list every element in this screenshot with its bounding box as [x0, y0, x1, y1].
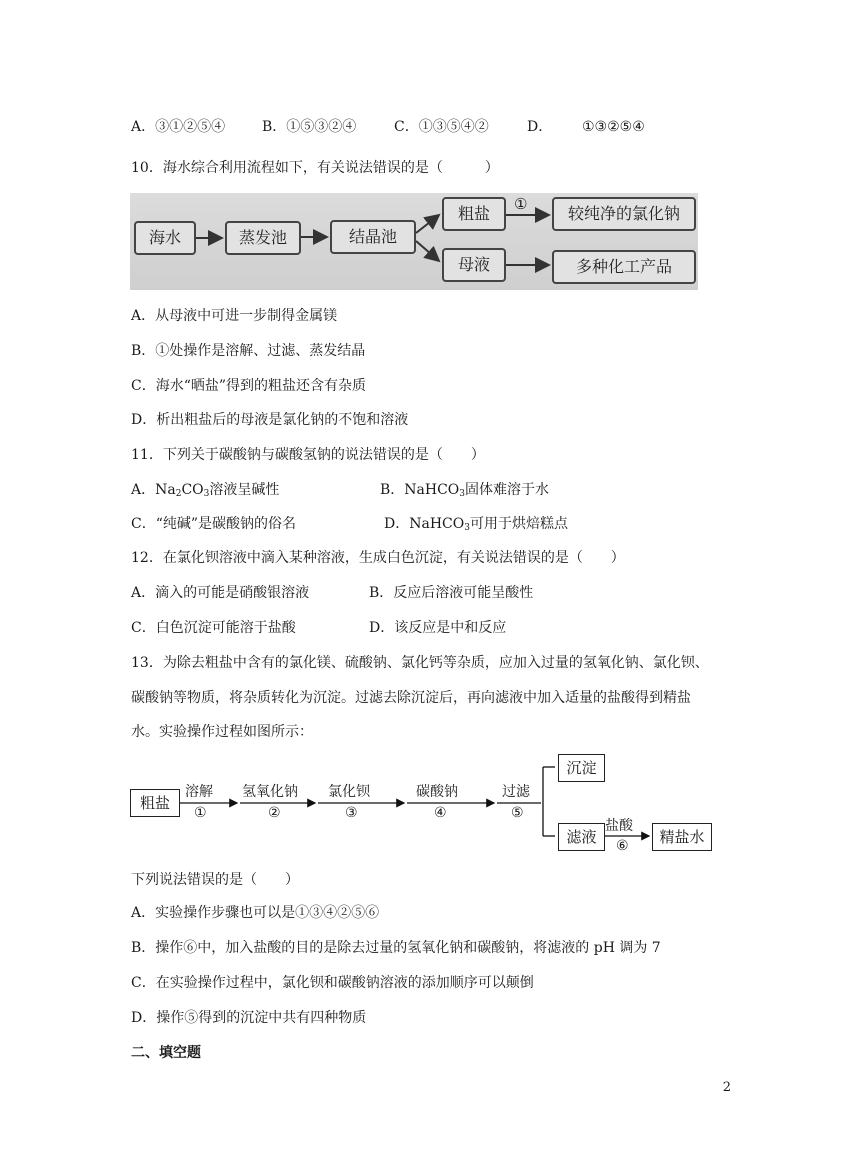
- q12-option-c: C．白色沉淀可能溶于盐酸: [131, 620, 296, 636]
- chart-brine: 精盐水: [652, 823, 712, 851]
- flow-crystallization-pond: 结晶池: [330, 220, 416, 254]
- chart-step-1: ①: [194, 805, 207, 821]
- q12-option-d: D．该反应是中和反应: [369, 620, 507, 636]
- flow-crude-salt: 粗盐: [442, 197, 506, 231]
- q13-option-a: A．实验操作步骤也可以是①③④②⑤⑥: [131, 905, 380, 921]
- chart-step-4: ④: [434, 805, 447, 821]
- q10-stem: 10．海水综合利用流程如下，有关说法错误的是（ ）: [131, 160, 499, 176]
- flow-purer-nacl: 较纯净的氯化钠: [552, 197, 696, 231]
- q11-option-b: B．NaHCO$_3$固体难溶于水: [380, 482, 550, 499]
- section-heading: 二、填空题: [131, 1045, 201, 1061]
- chart-naoh-label: 氢氧化钠: [242, 784, 298, 800]
- q12-stem: 12．在氯化钡溶液中滴入某种溶液，生成白色沉淀，有关说法错误的是（ ）: [131, 550, 625, 566]
- chart-na2co3-label: 碳酸钠: [416, 784, 458, 800]
- flow-chemical-products: 多种化工产品: [552, 250, 696, 284]
- chart-hcl-label: 盐酸: [605, 818, 633, 834]
- q13-stem-line-3: 水。实验操作过程如图所示：: [131, 724, 313, 740]
- flow-evaporation-pond: 蒸发池: [225, 221, 301, 255]
- q11-option-a: A．$Na_2CO_3$溶液呈碱性: [131, 482, 280, 499]
- q11-option-d: D．NaHCO$_3$可用于烘焙糕点: [384, 516, 568, 533]
- q12-option-a: A．滴入的可能是硝酸银溶液: [131, 585, 310, 601]
- q12-option-b: B．反应后溶液可能呈酸性: [369, 585, 534, 601]
- q13-option-b: B．操作⑥中，加入盐酸的目的是除去过量的氢氧化钠和碳酸钠，将滤液的 pH 调为 7: [131, 940, 661, 956]
- q10-option-c: C．海水“晒盐”得到的粗盐还含有杂质: [131, 378, 367, 394]
- q9-option-a: A．③①②⑤④: [131, 119, 226, 135]
- chart-dissolve-label: 溶解: [185, 784, 213, 800]
- q9-option-d: D．: [527, 119, 553, 135]
- flow-step-one-label: ①: [514, 195, 528, 213]
- q9-option-c: C．①③⑤④②: [394, 119, 489, 135]
- q13-prompt: 下列说法错误的是（ ）: [131, 872, 299, 888]
- q13-option-d: D．操作⑤得到的沉淀中共有四种物质: [131, 1010, 367, 1026]
- q13-option-c: C．在实验操作过程中，氯化钡和碳酸钠溶液的添加顺序可以颠倒: [131, 975, 534, 991]
- chart-precipitate: 沉淀: [558, 754, 605, 782]
- q9-option-d-value: ①③②⑤④: [582, 119, 645, 135]
- chart-step-5: ⑤: [511, 805, 524, 821]
- q11-option-c: C．“纯碱”是碳酸钠的俗名: [131, 516, 297, 532]
- q9-option-b: B．①⑤③②④: [262, 119, 357, 135]
- page-number: 2: [722, 1080, 731, 1095]
- flow-seawater: 海水: [134, 221, 196, 255]
- q13-stem-line-1: 13．为除去粗盐中含有的氯化镁、硫酸钠、氯化钙等杂质，应加入过量的氢氧化钠、氯化钡、: [131, 655, 709, 671]
- q10-option-a: A．从母液中可进一步制得金属镁: [131, 308, 338, 324]
- q10-option-b: B．①处操作是溶解、过滤、蒸发结晶: [131, 343, 366, 359]
- chart-bacl2-label: 氯化钡: [328, 784, 370, 800]
- q11-stem: 11．下列关于碳酸钠与碳酸氢钠的说法错误的是（ ）: [131, 447, 485, 463]
- q10-option-d: D．析出粗盐后的母液是氯化钠的不饱和溶液: [131, 412, 409, 428]
- chart-filtrate: 滤液: [558, 823, 605, 851]
- chart-step-2: ②: [268, 805, 281, 821]
- flow-mother-liquor: 母液: [442, 248, 506, 282]
- q13-stem-line-2: 碳酸钠等物质，将杂质转化为沉淀。过滤去除沉淀后，再向滤液中加入适量的盐酸得到精盐: [131, 690, 691, 706]
- chart-step-3: ③: [345, 805, 358, 821]
- chart-filter-label: 过滤: [502, 784, 530, 800]
- chart-crude-salt: 粗盐: [130, 789, 180, 817]
- chart-step-6: ⑥: [616, 838, 629, 854]
